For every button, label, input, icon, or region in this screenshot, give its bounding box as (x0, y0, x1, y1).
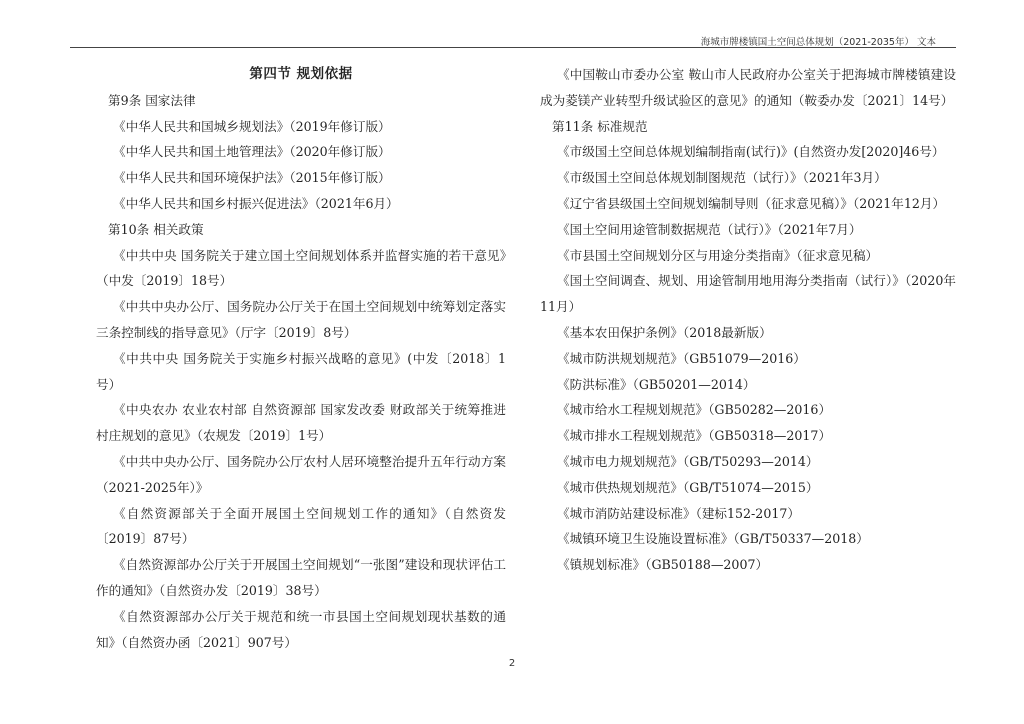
reference-item: 《镇规划标准》（GB50188—2007） (557, 557, 769, 573)
header-title: 海城市牌楼镇国土空间总体规划（2021-2035年） 文本 (700, 37, 936, 48)
reference-item: 《自然资源部关于全面开展国土空间规划工作的通知》（自然资发〔2019〕87号） (96, 505, 506, 547)
reference-item: 《城镇环境卫生设施设置标准》（GB/T50337—2018） (557, 531, 869, 547)
reference-item: 《辽宁省县级国土空间规划编制导则（征求意见稿）》（2021年12月） (557, 195, 946, 211)
left-column-content (96, 88, 506, 656)
page-header (70, 33, 956, 48)
reference-item: 《城市排水工程规划规范》（GB50318—2017） (557, 428, 832, 444)
right-column-content (540, 62, 956, 578)
page-number: 2 (508, 658, 516, 669)
reference-item: 《中共中央办公厅、国务院办公厅关于在国土空间规划中统筹划定落实三条控制线的指导意见》（厅字〔2019〕8号） (96, 299, 506, 340)
article-heading: 第9条 国家法律 (108, 92, 196, 108)
left-column (96, 62, 506, 655)
reference-item: 《国土空间调查、规划、用途管制用地用海分类指南（试行）》（2020年11月） (540, 273, 956, 315)
reference-item: 《中共中央 国务院关于实施乡村振兴战略的意见》(中发〔2018〕1号） (96, 350, 506, 392)
reference-item: 《城市消防站建设标准》（建标152-2017） (557, 505, 800, 521)
reference-item: 《中央农办 农业农村部 自然资源部 国家发改委 财政部关于统筹推进村庄规划的意见》（农规发〔2019〕1号） (96, 402, 506, 444)
reference-item: 《城市给水工程规划规范》（GB50282—2016） (557, 402, 832, 418)
reference-item: 《中华人民共和国土地管理法》（2020年修订版） (113, 144, 391, 160)
reference-item: 《防洪标准》（GB50201—2014） (557, 376, 756, 392)
reference-item: 《中国鞍山市委办公室 鞍山市人民政府办公室关于把海城市牌楼镇建设成为菱镁产业转型升级试验区的意见》的通知（鞍委办发〔2021〕14号） (540, 67, 956, 108)
reference-item: 《自然资源部办公厅关于规范和统一市县国土空间规划现状基数的通知》（自然资办函〔2021〕907号） (96, 608, 506, 650)
reference-item: 《城市电力规划规范》（GB/T50293—2014） (557, 453, 819, 469)
reference-item: 《中共中央 国务院关于建立国土空间规划体系并监督实施的若干意见》（中发〔2019〕18号） (96, 247, 506, 289)
reference-item: 《中华人民共和国环境保护法》（2015年修订版） (113, 170, 391, 186)
section-title: 第四节 规划依据 (249, 66, 353, 82)
reference-item: 《市县国土空间规划分区与用途分类指南》（征求意见稿） (557, 247, 879, 263)
reference-item: 《市级国土空间总体规划制图规范（试行）》（2021年3月） (557, 170, 887, 186)
reference-item: 《市级国土空间总体规划编制指南(试行)》(自然资办发[2020]46号） (557, 144, 945, 160)
article-heading: 第11条 标准规范 (552, 118, 648, 134)
reference-item: 《自然资源部办公厅关于开展国土空间规划“一张图”建设和现状评估工作的通知》（自然资办发〔2019〕38号） (96, 557, 506, 598)
reference-item: 《中华人民共和国城乡规划法》（2019年修订版） (113, 118, 391, 134)
article-heading: 第10条 相关政策 (108, 221, 204, 237)
reference-item: 《城市供热规划规范》（GB/T51074—2015） (557, 479, 819, 495)
reference-item: 《基本农田保护条例》（2018最新版） (557, 324, 772, 340)
reference-item: 《城市防洪规划规范》（GB51079—2016） (557, 350, 806, 366)
reference-item: 《中华人民共和国乡村振兴促进法》（2021年6月） (113, 195, 399, 211)
right-column (540, 62, 956, 578)
reference-item: 《国土空间用途管制数据规范（试行）》（2021年7月） (557, 221, 862, 237)
reference-item: 《中共中央办公厅、国务院办公厅农村人居环境整治提升五年行动方案（2021-2025年）》 (96, 453, 506, 495)
